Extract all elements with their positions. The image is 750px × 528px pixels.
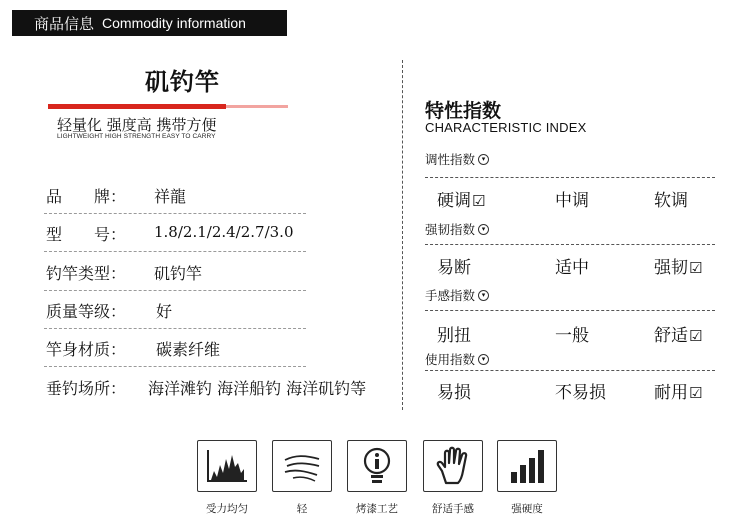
characteristic-title: 特性指数 [425,100,502,122]
header-title-cn: 商品信息 [34,14,95,33]
index-heading-usage [425,350,489,368]
index-option-2-1 [555,321,589,346]
index-option-1-2 [654,253,702,278]
index-heading-feel [425,286,489,304]
index-name: 手感指数 [425,288,476,303]
index-divider [425,244,715,245]
index-option-1-0 [437,253,471,278]
index-name: 调性指数 [425,152,476,167]
feature-label: 强硬度 [511,503,543,515]
option-label: 强韧 [654,258,688,278]
feature-hardness [497,440,557,492]
index-option-3-2 [654,378,702,403]
option-label: 硬调 [437,191,471,211]
index-heading-toughness [425,220,489,238]
checked-box-icon: ☑ [689,327,703,345]
strength-bars-icon [497,440,557,492]
info-bulb-icon [347,440,407,492]
title-underline-red [48,104,226,109]
spec-row-rod-type [44,253,306,291]
option-label: 适中 [555,258,589,278]
feather-wind-icon [272,440,332,492]
checked-box-icon: ☑ [689,384,703,402]
chevron-circle-icon: ▾ [478,290,489,301]
spec-label: 垂钓场所： [46,379,127,398]
option-label: 别扭 [437,326,471,346]
feature-label: 舒适手感 [432,503,474,515]
product-slogan-en: LIGHTWEIGHT HIGH STRENGTH EASY TO CARRY [57,133,216,140]
index-option-0-1 [555,186,589,211]
characteristic-subtitle: CHARACTERISTIC INDEX [425,120,587,135]
index-option-3-1 [555,378,606,403]
index-option-0-0 [437,186,485,211]
spec-value: 祥龍 [154,187,187,206]
spec-value: 海洋滩钓 海洋船钓 海洋矶钓等 [148,379,367,398]
feature-comfortable-grip [423,440,483,492]
vertical-divider [402,60,403,410]
option-label: 软调 [654,191,688,211]
spec-value: 碳素纤维 [156,340,221,359]
checked-box-icon: ☑ [472,192,486,210]
option-label: 耐用 [654,383,688,403]
spec-label: 钓竿类型： [46,264,127,283]
chevron-circle-icon: ▾ [478,154,489,165]
checked-box-icon: ☑ [689,259,703,277]
index-name: 强韧指数 [425,222,476,237]
index-heading-tone [425,150,489,168]
index-name: 使用指数 [425,352,476,367]
spec-label: 型 号： [46,225,127,244]
feature-even-force [197,440,257,492]
feature-label: 轻 [296,503,308,515]
spec-row-quality [44,291,306,329]
chevron-circle-icon: ▾ [478,224,489,235]
index-option-1-1 [555,253,589,278]
spec-value: 好 [156,302,173,321]
index-option-3-0 [437,378,471,403]
spec-label: 质量等级： [46,302,127,321]
product-slogan-cn: 轻量化 强度高 携带方便 [57,116,217,134]
spec-value: 矶钓竿 [154,264,203,283]
option-label: 易断 [437,258,471,278]
feature-light [272,440,332,492]
spec-row-location [44,368,394,406]
index-divider [425,370,715,371]
hand-icon [423,440,483,492]
option-label: 中调 [555,191,589,211]
feature-paint-process [347,440,407,492]
index-option-2-2 [654,321,702,346]
spec-label: 竿身材质： [46,340,127,359]
spec-row-brand [44,176,306,214]
section-header [12,10,287,36]
option-label: 舒适 [654,326,688,346]
header-title-en: Commodity information [102,15,246,31]
option-label: 易损 [437,383,471,403]
feature-label: 烤漆工艺 [356,503,398,515]
index-option-0-2 [654,186,688,211]
index-divider [425,310,715,311]
spec-value: 1.8/2.1/2.4/2.7/3.0 [154,223,294,241]
product-title: 矶钓竿 [145,68,220,96]
index-divider [425,177,715,178]
option-label: 不易损 [555,383,606,403]
force-chart-icon [197,440,257,492]
title-underline-pink [226,105,288,108]
spec-label: 品 牌： [46,187,127,206]
spec-row-model [44,214,306,252]
option-label: 一般 [555,326,589,346]
index-option-2-0 [437,321,471,346]
chevron-circle-icon: ▾ [478,354,489,365]
feature-label: 受力均匀 [206,503,248,515]
spec-row-material [44,329,306,367]
